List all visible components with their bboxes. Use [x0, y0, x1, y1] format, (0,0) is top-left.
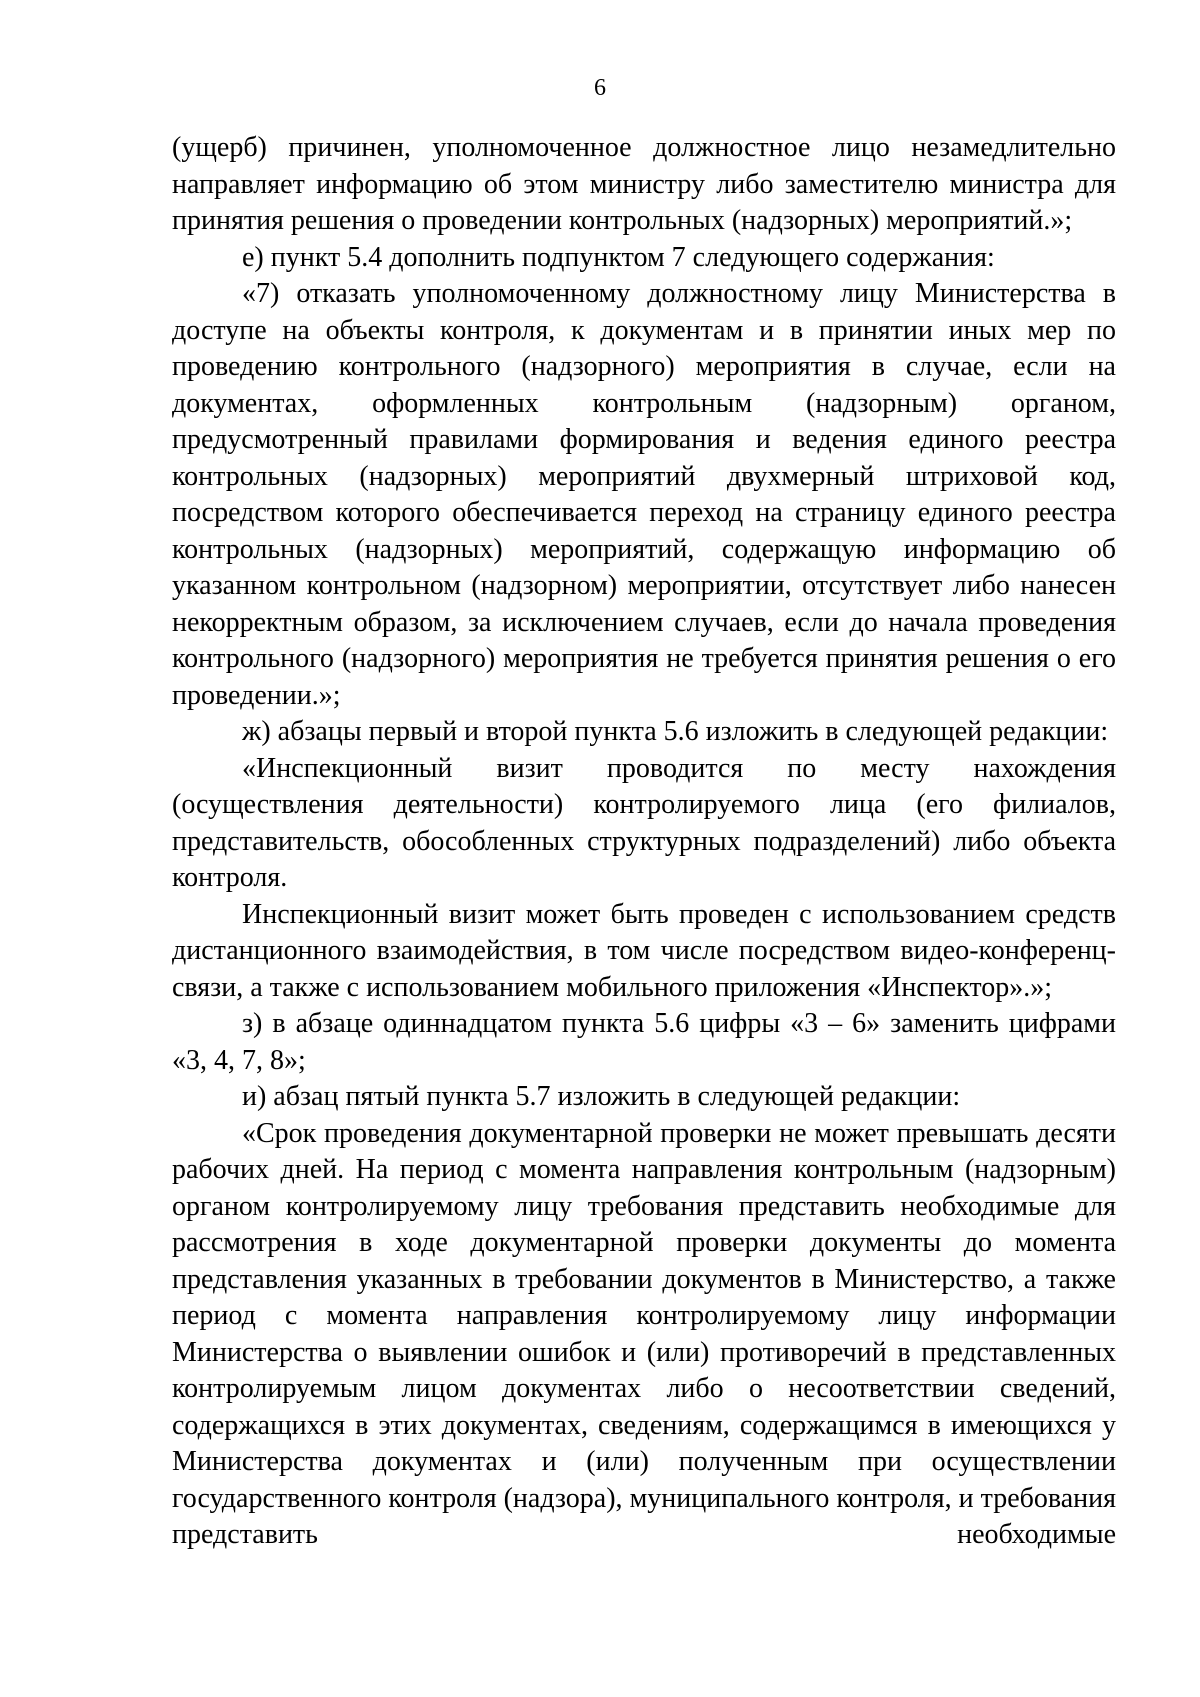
paragraph-3: «7) отказать уполномоченному должностному лицу Министерства в доступе на объекты контроля, к документам и в принятии иных мер по проведению контрольного (надзорного) мероприятия в случае, если на документах, оформленных контрольным (надзорным) органом, предусмотренный правилами формирования и ведения единого реестра контрольных (надзорных) мероприятий двухмерный штриховой код, посредством которого обеспечивается переход на страницу единого реестра контрольных (надзорных) мероприятий, содержащую информацию об указанном контрольном (надзорном) мероприятии, отсутствует либо нанесен некорректным образом, за исключением случаев, если до начала проведения контрольного (надзорного) мероприятия не требуется принятия решения о его проведении.»;: [172, 278, 1116, 711]
paragraph-4: ж) абзацы первый и второй пункта 5.6 изложить в следующей редакции:: [242, 716, 1109, 747]
paragraph-2: е) пункт 5.4 дополнить подпунктом 7 следующего содержания:: [242, 241, 995, 273]
paragraph-1: (ущерб) причинен, уполномоченное должностное лицо незамедлительно направляет информацию об этом министру либо заместителю министра для принятия решения о проведении контрольных (надзорных) мероприятий.»;: [172, 132, 1116, 236]
page-number: 6: [594, 75, 606, 101]
paragraph-6: Инспекционный визит может быть проведен с использованием средств дистанционного взаимодействия, в том числе посредством видео-конференц-связи, а также с использованием мобильного приложения «Инспектор».»;: [172, 898, 1116, 1003]
paragraph-7: з) в абзаце одиннадцатом пункта 5.6 цифры «3 – 6» заменить цифрами «3, 4, 7, 8»;: [172, 1008, 1116, 1076]
paragraph-8: и) абзац пятый пункта 5.7 изложить в следующей редакции:: [242, 1081, 961, 1112]
document-body: [172, 130, 1116, 1554]
paragraph-9: «Срок проведения документарной проверки не может превышать десяти рабочих дней. На период с момента направления контрольным (надзорным) органом контролируемому лицу требования представить необходимые для рассмотрения в ходе документарной проверки документы до момента представления указанных в требовании документов в Министерство, а также период с момента направления контролируемому лицу информации Министерства о выявлении ошибок и (или) противоречий в представленных контролируемым лицом документах либо о несоответствии сведений, содержащихся в этих документах, сведениям, содержащимся в имеющихся у Министерства документах и (или) полученным при осуществлении государственного контроля (надзора), муниципального контроля, и требования представить необходимые: [172, 1117, 1116, 1550]
paragraph-5: «Инспекционный визит проводится по месту нахождения (осуществления деятельности) контролируемого лица (его филиалов, представительств, обособленных структурных подразделений) либо объекта контроля.: [172, 752, 1116, 893]
